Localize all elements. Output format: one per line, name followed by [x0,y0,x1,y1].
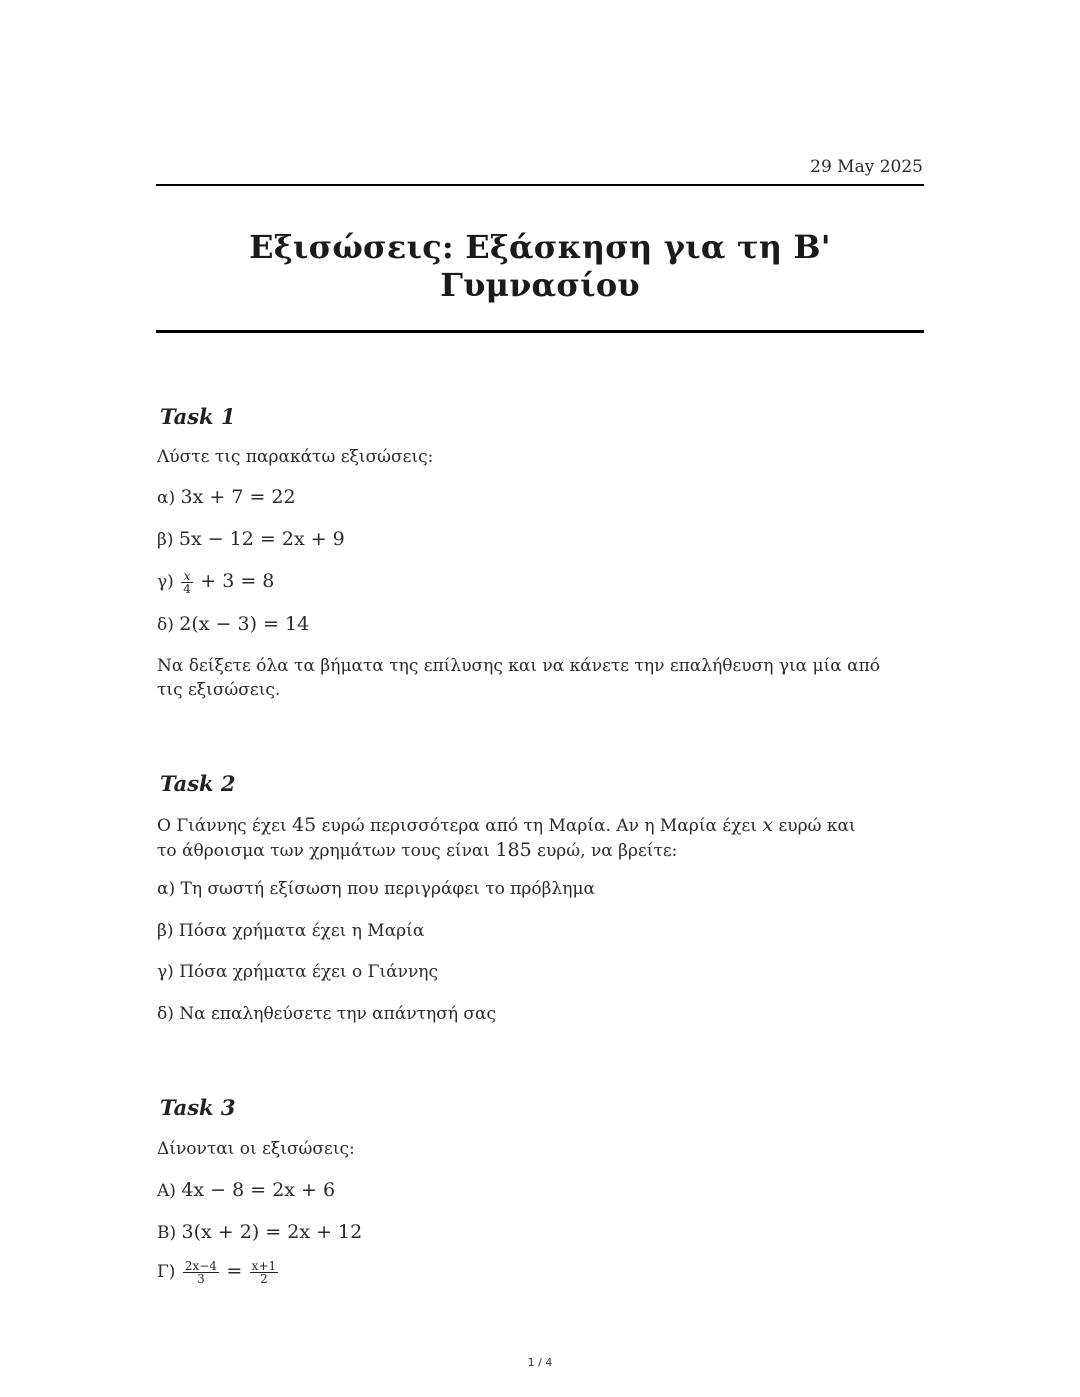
equation: 4x − 8 = 2x + 6 [181,1179,336,1201]
equation: 3x + 7 = 22 [180,486,296,508]
task-2-item-b: β) Πόσα χρήματα έχει η Μαρία [157,921,425,941]
equals-sign: = [226,1260,243,1282]
equation: 3(x + 2) = 2x + 12 [181,1221,363,1243]
equation-rest: + 3 = 8 [200,570,275,592]
task-1-item-b [157,527,345,552]
task-1-heading: Task 1 [160,404,236,429]
task-1-item-c [157,569,274,595]
fraction [181,570,193,595]
equation: 2(x − 3) = 14 [179,613,310,635]
item-label: Α) [157,1181,176,1201]
fraction-numerator: x+1 [251,1259,277,1273]
task-3-item-c [157,1259,280,1285]
task-1-item-d [157,612,309,637]
item-label: β) [157,530,174,550]
task-3-heading: Task 3 [160,1095,236,1120]
item-label: γ) [157,572,174,592]
task-2-item-d: δ) Να επαληθεύσετε την απάντησή σας [157,1004,497,1024]
item-label: Γ) [157,1262,176,1282]
page-title: Εξισώσεις: Εξάσκηση για τη Β' Γυμνασίου [249,228,831,304]
fraction-numerator: x [181,570,193,583]
title-rule [156,330,924,333]
fraction-right [250,1260,278,1285]
task-2-intro: Ο Γιάννης έχει 45 ευρώ περισσότερα από τη Μαρία. Αν η Μαρία έχει x ευρώ και το άθροισμα των χρημάτων τους είναι 185 ευρώ, να βρείτε: [157,814,856,861]
fraction-numerator: 2x−4 [184,1259,217,1273]
header-rule [156,184,924,186]
task-1-intro: Λύστε τις παρακάτω εξισώσεις: [157,447,434,467]
date: 29 May 2025 [810,157,923,177]
task-1-outro: Να δείξετε όλα τα βήματα της επίλυσης και να κάνετε την επαλήθευση για μία από τις εξισώσεις. [157,656,881,700]
number: 45 [292,814,317,836]
item-label: Β) [157,1223,177,1243]
number: 185 [495,839,532,861]
equation: 5x − 12 = 2x + 9 [178,528,345,550]
task-1-item-a [157,485,296,510]
task-2-item-c: γ) Πόσα χρήματα έχει ο Γιάννης [157,962,438,982]
fraction-left [183,1260,219,1285]
task-2-item-a: α) Τη σωστή εξίσωση που περιγράφει το πρόβλημα [157,879,595,899]
fraction-denominator: 4 [183,582,191,596]
task-3-intro: Δίνονται οι εξισώσεις: [157,1139,355,1159]
fraction-denominator: 3 [197,1272,205,1286]
task-2-heading: Task 2 [160,771,236,796]
task-3-item-a [157,1178,335,1203]
task-3-item-b [157,1220,362,1245]
page-number: 1 / 4 [527,1356,553,1369]
item-label: α) [157,488,176,508]
variable: x [762,814,774,836]
fraction-denominator: 2 [260,1272,268,1286]
item-label: δ) [157,615,174,635]
